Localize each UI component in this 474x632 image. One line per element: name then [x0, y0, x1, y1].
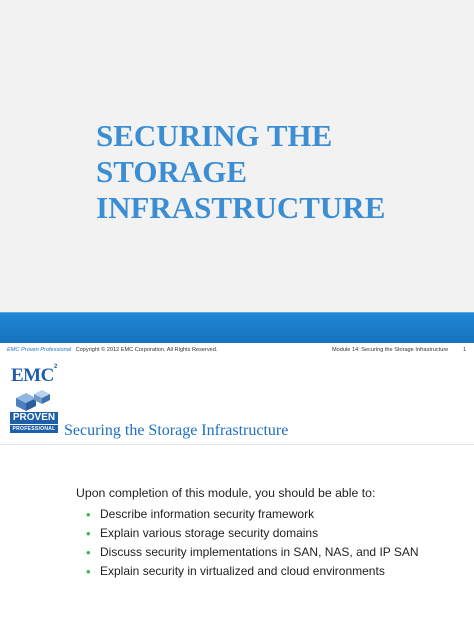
title-line-1: SECURING THE	[96, 118, 333, 153]
slide-footer	[0, 343, 474, 358]
blue-band	[0, 312, 474, 343]
footer-brand: EMC Proven Professional	[7, 347, 72, 353]
logo-cubes-icon	[12, 388, 56, 412]
objectives-list	[86, 505, 419, 581]
bullet-dot-icon: •	[86, 507, 91, 522]
bullet-dot-icon: •	[86, 526, 91, 541]
footer-left	[7, 343, 217, 358]
list-item	[86, 524, 419, 543]
list-item	[86, 562, 419, 581]
logo-proven: PROVEN	[10, 412, 58, 424]
logo-superscript: 2	[54, 364, 58, 370]
list-item	[86, 543, 419, 562]
list-item	[86, 505, 419, 524]
bullet-dot-icon: •	[86, 564, 91, 579]
bullet-dot-icon: •	[86, 545, 91, 560]
objectives-title: Securing the Storage Infrastructure	[64, 422, 289, 439]
objectives-intro: Upon completion of this module, you should be able to:	[76, 486, 376, 500]
slide-title	[96, 118, 456, 226]
logo-emc-text: EMC	[11, 365, 54, 386]
bullet-text: Describe information security framework	[100, 507, 315, 521]
bullet-text: Explain security in virtualized and cloud environments	[100, 564, 385, 578]
footer-module: Module 14: Securing the Storage Infrastructure	[332, 347, 449, 353]
footer-copyright: Copyright © 2012 EMC Corporation. All Rights Reserved.	[75, 347, 218, 353]
title-divider	[0, 444, 474, 445]
title-line-2: STORAGE	[96, 154, 248, 189]
logo-professional: PROFESSIONAL	[10, 425, 58, 433]
bullet-text: Explain various storage security domains	[100, 526, 319, 540]
footer-page-number: 1	[463, 347, 467, 353]
objectives-slide	[0, 358, 474, 632]
emc-proven-logo	[10, 364, 58, 442]
bullet-text: Discuss security implementations in SAN, NAS, and IP SAN	[100, 545, 419, 559]
title-line-3: INFRASTRUCTURE	[96, 190, 386, 225]
